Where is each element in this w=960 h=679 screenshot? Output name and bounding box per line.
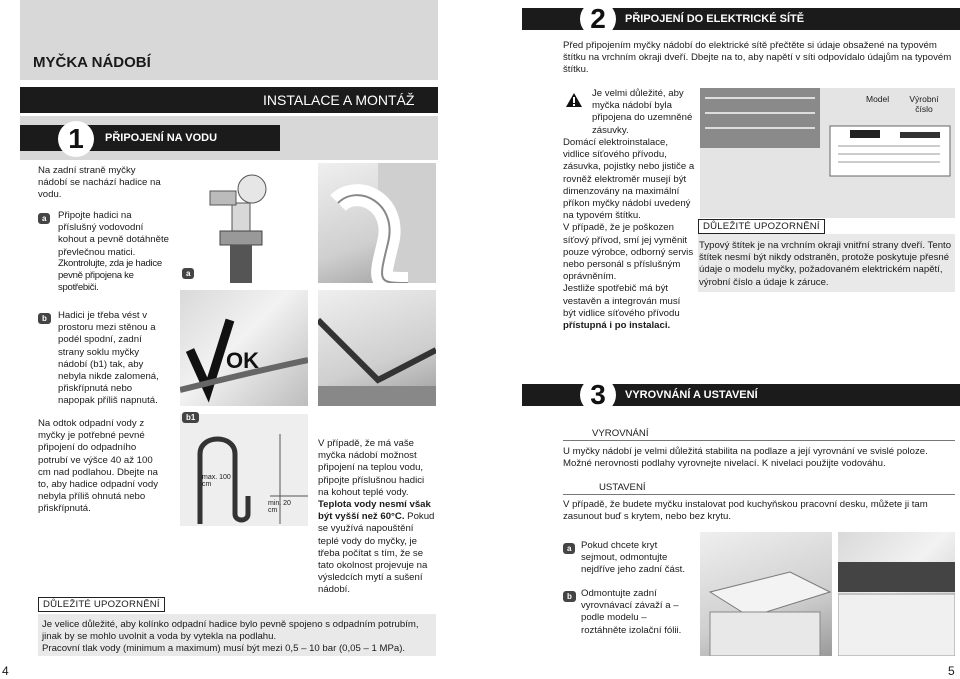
hot-water-p2: Pokud se využívá napouštění teplé vody do myčky, je třeba počítat s tím, že se tato okolnost projevuje na výsledcích mytí a sušení nádobí. (318, 511, 435, 596)
left-warning-line3: Pracovní tlak vody (minimum a maximum) musí být mezi 0,5 – 10 bar (0,05 – 1 MPa). (42, 643, 406, 654)
plate-serial-label: Výrobní číslo (909, 94, 939, 114)
hot-water-text (318, 438, 436, 597)
step-b-text: Hadici je třeba vést v prostoru mezi stěnou a podél spodní, zadní strany soklu myčky nádobí (b1) tak, aby nebyla nikde zalomená, přiskřípnutá nebo napopak příliš napnutá. (58, 310, 159, 407)
setup-underline (563, 494, 955, 495)
page-number-right: 5 (948, 664, 955, 678)
weight-removal-illustration (838, 532, 955, 656)
plate-model-label: Model (866, 94, 890, 104)
electric-col-p3: Jestliže spotřebič má být vestavěn a integrován musí být vidlice síťového přívodu přístupná i po instalaci. (563, 283, 681, 332)
electric-intro: Před připojením myčky nádobí do elektrické sítě přečtěte si údaje obsažené na typovém štítku na vrchním okraji dveří. Dbejte na to, aby napětí v síti odpovídalo údajům na typovém štítku. (563, 40, 952, 76)
hose-photo (318, 163, 436, 283)
install-title: INSTALACE A MONTÁŽ (263, 92, 415, 108)
left-warning-line1: Je velice důležité, aby kolínko odpadní hadice bylo pevně spojeno s odpadním potrubím, (42, 619, 419, 630)
step-a-badge: a (38, 208, 50, 226)
setup-label: USTAVENÍ (599, 482, 646, 493)
water-intro: Na zadní straně myčky nádobí se nachází hadice na vodu. (38, 165, 161, 201)
step-b-badge: b (38, 308, 51, 326)
step-a-text: Připojte hadici na příslušný vodovodní kohout a pevně dotáhněte převlečnou matici. (58, 210, 169, 258)
leveling-underline (563, 440, 955, 441)
photo-a-label: a (182, 268, 194, 279)
photo-b1-label: b1 (182, 412, 199, 423)
section3-title: VYROVNÁNÍ A USTAVENÍ (625, 389, 758, 401)
ok-label: OK (226, 348, 259, 373)
setup-text: V případě, že budete myčku instalovat pod kuchyňskou pracovní desku, můžete ji tam zasunout buď s krytem, nebo bez krytu. (563, 499, 928, 523)
max-label: max. 100 cm (202, 474, 231, 488)
electric-col (563, 137, 695, 332)
hose-illustration (318, 163, 436, 283)
left-warning-line2: jinak by se mohlo uvolnit a voda by vytekla na podlahu. (42, 631, 277, 642)
weight-removal-photo (838, 532, 955, 656)
page-number-left: 4 (2, 664, 9, 678)
min-label: min. 20 cm (268, 500, 291, 514)
setup-b-badge: b (563, 586, 576, 604)
setup-a-text: Pokud chcete kryt sejmout, odmontujte nejdříve jeho zadní část. (581, 540, 685, 576)
electric-col-p2: V případě, že je poškozen síťový přívod, smí jej vyměnit pouze výrobce, odborný servis nebo personál s příslušným oprávněním. (563, 222, 694, 283)
right-warning-label: DŮLEŽITÉ UPOZORNĚNÍ (698, 219, 825, 234)
drain-diagram (180, 414, 308, 526)
left-warning-label: DŮLEŽITÉ UPOZORNĚNÍ (38, 597, 165, 612)
electric-warn-head: Je velmi důležité, aby myčka nádobí byla připojena do uzemněné zásuvky. (592, 88, 693, 136)
skirting-illustration (318, 290, 436, 406)
hot-water-p1: V případě, že má vaše myčka nádobí možnost připojení na teplou vodu, připojte příslušnou hadici na kohout teplé vody. (318, 438, 425, 498)
drain-p2: Dbejte na to, aby hadice odpadní vody nebyla příliš ohnutá nebo přiskřípnutá. (38, 466, 159, 515)
section2-title: PŘIPOJENÍ DO ELEKTRICKÉ SÍTĚ (625, 13, 805, 25)
electric-col-p1: Domácí elektroinstalace, vidlice síťového přívodu, zásuvka, pojistky nebo jističe a rovněž elektroměr musejí být dimenzovány na maximální příkon myčky nádobí uvedený na typovém štítku. (563, 137, 695, 222)
install-title-bar (20, 87, 438, 113)
left-header-title: MYČKA NÁDOBÍ (33, 54, 151, 71)
skirting-photo (318, 290, 436, 406)
step-a-note: Zkontrolujte, zda je hadice pevně připojena ke spotřebiči. (58, 258, 162, 294)
drain-text (38, 418, 168, 516)
tap-photo (180, 163, 308, 283)
ok-photo (180, 290, 308, 406)
section1-title: PŘIPOJENÍ NA VODU (105, 132, 218, 144)
section1-header (20, 116, 438, 160)
cover-removal-illustration (700, 532, 832, 656)
setup-a-badge: a (563, 538, 575, 556)
leveling-label: VYROVNÁNÍ (592, 428, 649, 439)
hot-water-bold: Teplota vody nesmí však být vyšší než 60°C. (318, 499, 431, 523)
section2-number: 2 (580, 1, 616, 37)
leveling-text: U myčky nádobí je velmi důležitá stabilita na podlaze a její vyrovnání ve svislé poloze. Možné nerovnosti podlahy vyrovnejte nivelací. K nivelaci použijte vodováhu. (563, 446, 928, 470)
warning-triangle-icon (565, 92, 583, 113)
drain-p1: Na odtok odpadní vody z myčky je potřebné pevné připojení do odpadního potrubí ve výšce 40 až 100 cm nad podlahou. (38, 418, 153, 478)
section1-number: 1 (58, 121, 94, 157)
right-warning-text: Typový štítek je na vrchním okraji vnitřní strany dveří. Tento štítek nesmí být nikdy odstraněn, protože poskytuje přesné údaje o modelu myčky, požadovaném elektrickém napětí, výrobní číslo a údaje k záruce. (699, 240, 952, 288)
rating-plate-photo (700, 88, 955, 218)
section3-number: 3 (580, 377, 616, 413)
cover-removal-photo (700, 532, 832, 656)
setup-b-text: Odmontujte zadní vyrovnávací závaží a – podle modelu – roztáhněte izolační fólii. (581, 588, 682, 636)
tap-illustration (180, 163, 308, 283)
